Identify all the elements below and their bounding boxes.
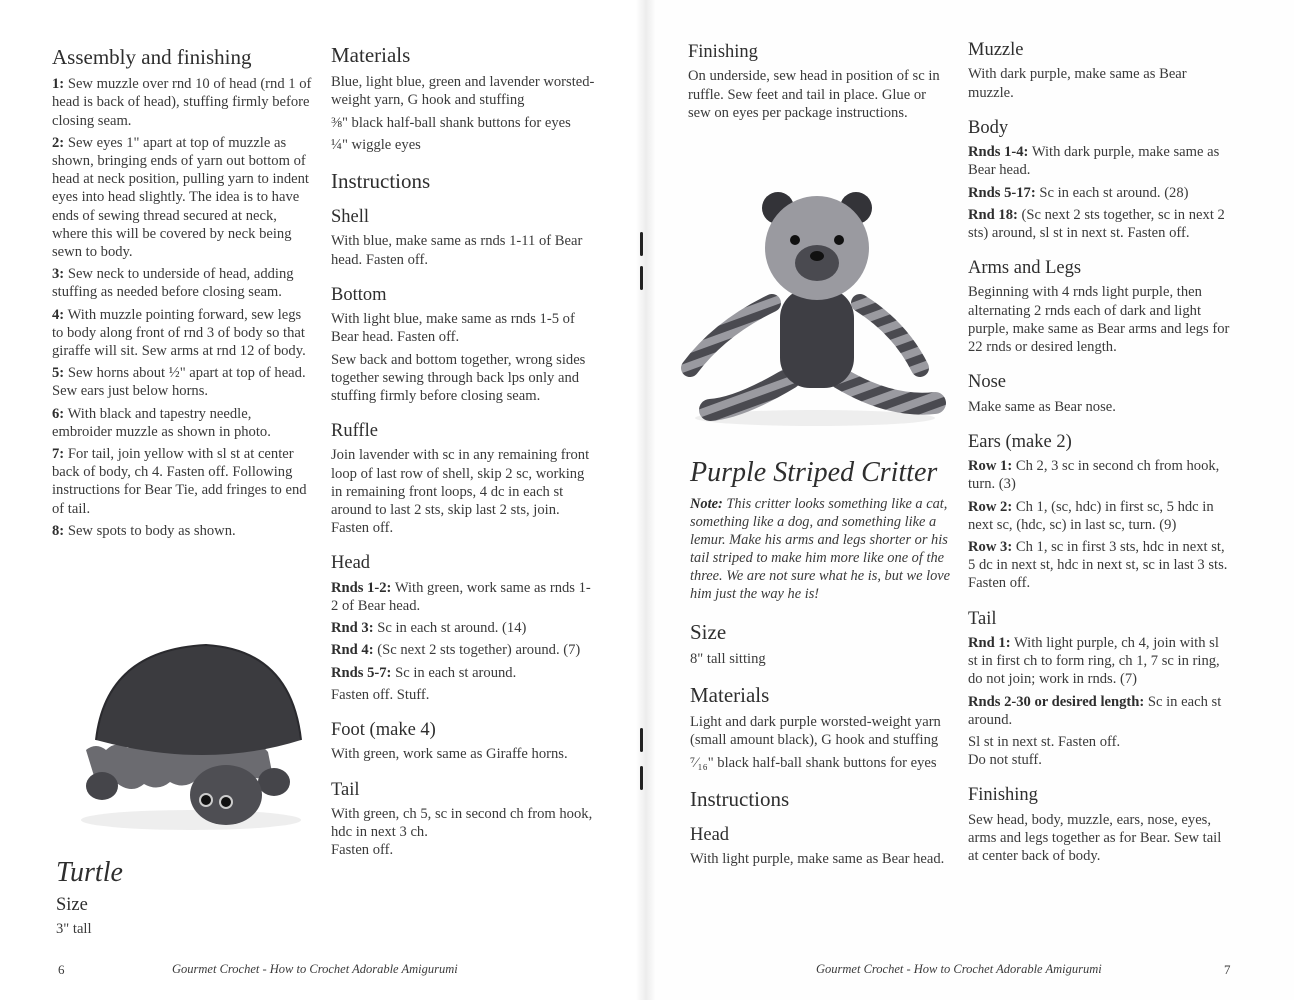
turtle-photo — [66, 630, 316, 840]
instruction-row — [331, 664, 595, 682]
tail-heading: Tail — [331, 779, 360, 800]
critter-head-text: With light purple, make same as Bear head. — [690, 851, 945, 868]
row-text: Ch 1, (sc, hdc) in first sc, 5 hdc in next sc, (hdc, sc) in last sc, turn. (9) — [968, 498, 1214, 533]
row-label: 5: — [52, 365, 65, 382]
head-rows — [331, 579, 595, 682]
assembly-heading: Assembly and finishing — [52, 45, 252, 69]
instruction-row — [52, 134, 314, 261]
critter-title: Purple Striped Critter — [690, 457, 938, 488]
finishing-heading: Finishing — [688, 42, 758, 62]
ruffle-heading: Ruffle — [331, 421, 378, 442]
shell-heading: Shell — [331, 207, 370, 227]
critter-photo — [680, 178, 950, 428]
muzzle-heading: Muzzle — [968, 40, 1024, 60]
critter-materials-item: Light and dark purple worsted-weight yarn (small amount black), G hook and stuffing — [690, 714, 941, 749]
instruction-row — [968, 538, 1230, 593]
instruction-row — [331, 641, 595, 659]
row-text: Sew eyes 1" apart at top of muzzle as shown, bringing ends of yarn out bottom of head at neck position, pulling yarn to indent eyes into head slightly. The idea is to have ends of sewing thread secured at neck, where this will be covered by neck being sewn to body. — [52, 134, 309, 260]
row-text: Sew spots to body as shown. — [67, 522, 236, 539]
gutter-mark — [640, 728, 643, 752]
instruction-row — [52, 522, 314, 540]
page-number: 6 — [58, 962, 65, 977]
instruction-row — [52, 306, 314, 361]
arms-legs-text: Beginning with 4 rnds light purple, then alternating 2 rnds each of dark and light purple, make same as Bear arms and legs for 22 rnds or desired length. — [968, 284, 1230, 356]
tail-rows — [968, 634, 1230, 729]
row-label: Rnds 5-7: — [331, 664, 392, 681]
row-label: 8: — [52, 522, 65, 539]
assembly-steps — [52, 75, 314, 540]
row-text: (Sc next 2 sts together) around. (7) — [377, 642, 581, 659]
ears-rows — [968, 457, 1230, 592]
row-text: With green, work same as rnds 1-2 of Bear head. — [331, 579, 591, 615]
page-footer: Gourmet Crochet - How to Crochet Adorable Amigurumi — [816, 962, 1102, 976]
body-rows — [968, 143, 1230, 242]
turtle-size-heading: Size — [56, 894, 88, 915]
critter-note — [690, 495, 952, 603]
gutter-mark — [640, 232, 643, 256]
foot-heading: Foot (make 4) — [331, 720, 436, 741]
critter-pattern-column — [968, 40, 1230, 881]
row-label: Row 3: — [968, 538, 1013, 555]
row-label: Row 2: — [968, 498, 1013, 515]
row-label: 2: — [52, 134, 65, 151]
ruffle-fasten: Fasten off. — [331, 520, 394, 537]
critter-note-text: This critter looks something like a cat, something like a dog, and something like a lemur. Make his arms and legs shorter or his tail striped to make him more like one of the three. We are not sure what he is, but we love him just the way he is! — [690, 495, 951, 602]
turtle-size-text: 3" tall — [56, 921, 92, 938]
critter-tail-heading: Tail — [968, 608, 997, 629]
page-footer: Gourmet Crochet - How to Crochet Adorable Amigurumi — [172, 962, 458, 976]
head-fasten: Fasten off. Stuff. — [331, 686, 430, 703]
instruction-row — [968, 634, 1230, 689]
turtle-title: Turtle — [56, 857, 123, 888]
body-heading: Body — [968, 117, 1009, 138]
ears-heading: Ears (make 2) — [968, 431, 1072, 452]
instruction-row — [52, 405, 314, 441]
tail-text: With green, ch 5, sc in second ch from hook, hdc in next 3 ch. — [331, 805, 593, 841]
row-text: With black and tapestry needle, embroider muzzle as shown in photo. — [52, 405, 271, 440]
turtle-intro — [56, 858, 256, 942]
instructions-heading: Instructions — [331, 168, 431, 193]
tail-text: Sl st in next st. Fasten off. — [968, 733, 1121, 750]
row-label: Rnds 1-2: — [331, 579, 392, 596]
row-label: Row 1: — [968, 458, 1013, 475]
critter-head-heading: Head — [690, 824, 730, 845]
arms-legs-heading: Arms and Legs — [968, 258, 1082, 279]
row-text: With muzzle pointing forward, sew legs to body along front of rnd 3 of body so that giraffe will sit. Sew arms at rnd 12 of body. — [52, 306, 306, 359]
critter-materials-heading: Materials — [690, 683, 770, 708]
bottom-text: Sew back and bottom together, wrong sides together sewing through back lps only and stuffing firmly before closing seam. — [331, 351, 586, 404]
row-text: Sew muzzle over rnd 10 of head (rnd 1 of head is back of head), stuffing firmly before closing seam. — [52, 76, 312, 129]
row-label: 6: — [52, 405, 65, 422]
row-label: Rnd 18: — [968, 206, 1018, 223]
instruction-row — [968, 206, 1230, 242]
shell-text: With blue, make same as rnds 1-11 of Bear head. Fasten off. — [331, 233, 583, 268]
critter-size-heading: Size — [690, 619, 727, 644]
nose-heading: Nose — [968, 372, 1007, 393]
page-number: 7 — [1224, 962, 1231, 977]
row-label: Rnds 5-17: — [968, 184, 1036, 201]
row-text: Sew horns about ½" apart at top of head. Sew ears just below horns. — [52, 365, 306, 400]
critter-column — [690, 458, 952, 884]
critter-materials-item: ⁷⁄₁₆" black half-ball shank buttons for eyes — [690, 754, 937, 771]
row-text: Sc in each st around. (14) — [377, 620, 527, 637]
nose-text: Make same as Bear nose. — [968, 398, 1116, 415]
instruction-row — [968, 143, 1230, 179]
row-label: 7: — [52, 445, 65, 462]
instruction-row — [968, 498, 1230, 534]
row-label: 1: — [52, 76, 65, 93]
row-text: With dark purple, make same as Bear head. — [968, 144, 1220, 179]
row-label: 4: — [52, 306, 65, 323]
gutter-mark — [640, 766, 643, 790]
head-heading: Head — [331, 553, 371, 574]
materials-item: Blue, light blue, green and lavender worsted-weight yarn, G hook and stuffing — [331, 74, 595, 109]
instruction-row — [52, 265, 314, 301]
row-text: Sew neck to underside of head, adding stuffing as needed before closing seam. — [52, 266, 294, 301]
row-text: (Sc next 2 sts together, sc in next 2 sts) around, sl st in next st. Fasten off. — [968, 206, 1225, 241]
critter-size-text: 8" tall sitting — [690, 650, 766, 667]
instruction-row — [968, 184, 1230, 202]
row-text: Sc in each st around. (28) — [1039, 184, 1189, 201]
row-label: Rnds 1-4: — [968, 144, 1029, 161]
foot-text: With green, work same as Giraffe horns. — [331, 746, 568, 763]
critter-note-label: Note: — [690, 495, 723, 512]
row-text: Ch 2, 3 sc in second ch from hook, turn. (3) — [968, 458, 1220, 493]
row-label: Rnd 1: — [968, 634, 1011, 651]
materials-item: ⅜" black half-ball shank buttons for eyes — [331, 114, 571, 131]
finishing-text: On underside, sew head in position of sc in ruffle. Sew feet and tail in place. Glue or sew on eyes per package instructions. — [688, 68, 940, 121]
materials-heading: Materials — [331, 43, 411, 67]
row-text: For tail, join yellow with sl st at center back of body, ch 4. Fasten off. Following instructions for Bear Tie, add fringes to end of tail. — [52, 445, 307, 517]
instruction-row — [968, 693, 1230, 729]
row-label: 3: — [52, 266, 65, 283]
muzzle-text: With dark purple, make same as Bear muzzle. — [968, 66, 1187, 101]
row-text: Sc in each st around. — [968, 693, 1222, 728]
materials-item: ¼" wiggle eyes — [331, 136, 421, 153]
tail-text: Do not stuff. — [968, 752, 1042, 769]
bottom-text: With light blue, make same as rnds 1-5 of Bear head. Fasten off. — [331, 311, 575, 346]
instruction-row — [52, 364, 314, 400]
instruction-row — [968, 457, 1230, 493]
instruction-row — [331, 619, 595, 637]
critter-instructions-heading: Instructions — [690, 786, 790, 811]
assembly-section — [52, 46, 314, 544]
instruction-row — [52, 445, 314, 518]
tail-fasten: Fasten off. — [331, 842, 394, 859]
ruffle-text: Join lavender with sc in any remaining front loop of last row of shell, skip 2 sc, working in remaining front loops, 4 dc in each st around to last 2 sts, skip last 2 sts, join. — [331, 447, 590, 519]
gutter-mark — [640, 266, 643, 290]
final-finishing-heading: Finishing — [968, 785, 1038, 806]
instruction-row — [52, 75, 314, 130]
instruction-row — [331, 579, 595, 615]
row-label: Rnds 2-30 or desired length: — [968, 693, 1145, 710]
turtle-pattern-column — [331, 44, 595, 876]
row-label: Rnd 3: — [331, 620, 374, 637]
book-gutter — [636, 0, 656, 1000]
row-label: Rnd 4: — [331, 642, 374, 659]
final-finishing-text: Sew head, body, muzzle, ears, nose, eyes, arms and legs together as for Bear. Sew tail at center back of body. — [968, 811, 1222, 865]
row-text: Sc in each st around. — [395, 664, 517, 681]
row-text: Ch 1, sc in first 3 sts, hdc in next st, 5 dc in next st, hdc in next st, sc in last 3 sts. Fasten off. — [968, 538, 1228, 592]
bottom-heading: Bottom — [331, 284, 387, 305]
finishing-section — [688, 42, 944, 126]
row-text: With light purple, ch 4, join with sl st in first ch to form ring, ch 1, 7 sc in ring, do not join; work in rnds. (7) — [968, 634, 1220, 688]
